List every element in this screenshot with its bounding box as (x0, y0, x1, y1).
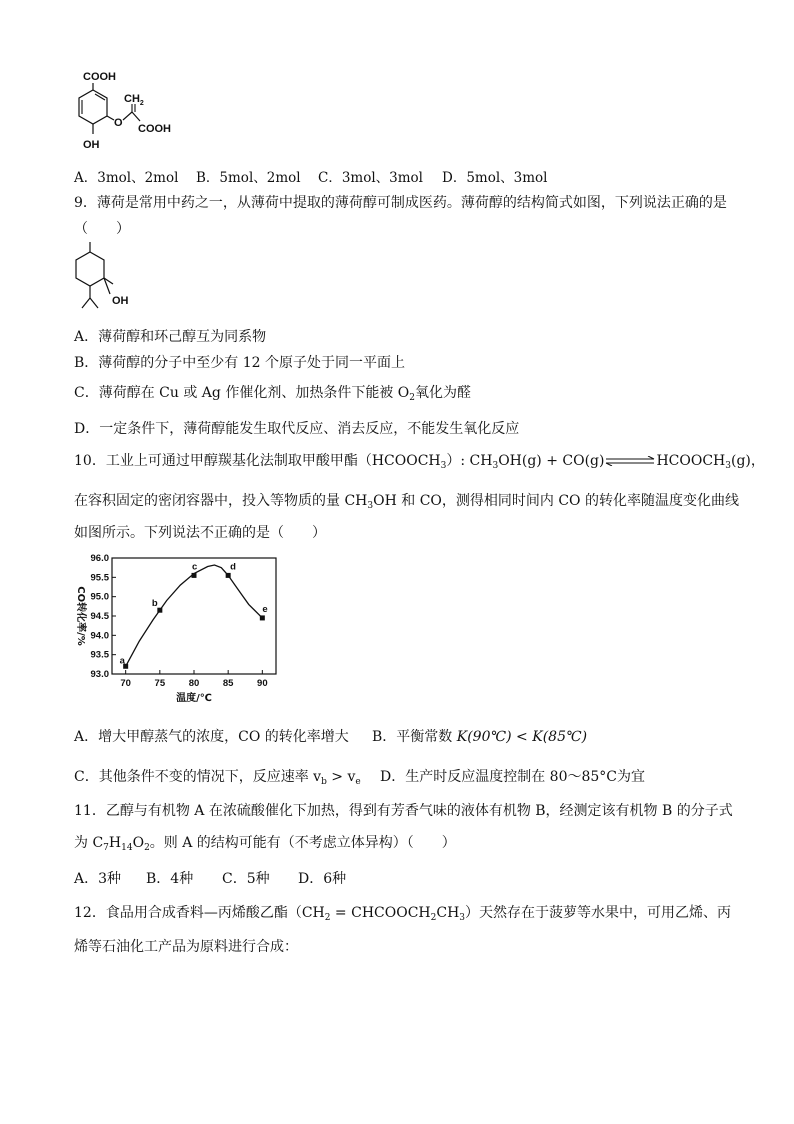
y-tick-label: 93.5 (90, 649, 109, 661)
q10-option-c: C．其他条件不变的情况下，反应速率 $v_b > v_e$ (74, 769, 361, 787)
cooh-right-label: COOH (138, 123, 171, 135)
cooh-top-label: COOH (83, 71, 116, 83)
q9-oh-label: OH (112, 295, 129, 307)
x-tick-label: 85 (222, 678, 234, 689)
q9-paren: （ ） (74, 221, 130, 237)
point-label-b: b (151, 598, 158, 610)
x-axis-title: 温度/℃ (176, 693, 212, 704)
y-tick-label: 96.0 (90, 553, 109, 564)
q12-line2: 烯等石油化工产品为原料进行合成： (74, 939, 298, 955)
q8-structure (60, 64, 190, 156)
x-tick-label: 75 (154, 678, 166, 689)
q8-option-b: B．5mol、2mol (196, 170, 301, 186)
y-tick-label: 93.0 (90, 669, 109, 680)
q11-option-d: D．6种 (298, 871, 347, 887)
data-point-c (192, 573, 197, 578)
q9-option-c: C．薄荷醇在 Cu 或 Ag 作催化剂、加热条件下能被 $O_2$氧化为醛 (74, 385, 471, 403)
q10-option-a: A．增大甲醇蒸气的浓度，CO 的转化率增大 (74, 729, 349, 745)
q9-option-b: B．薄荷醇的分子中至少有 12 个原子处于同一平面上 (74, 355, 406, 371)
q8-option-c: C．3mol、3mol (318, 170, 424, 186)
point-label-d: d (230, 561, 236, 573)
q8-option-d: D．5mol、3mol (442, 170, 548, 186)
point-label-e: e (262, 603, 268, 615)
y-tick-label: 94.0 (90, 630, 109, 642)
data-point-e (260, 615, 265, 620)
y-tick-label: 95.5 (90, 572, 109, 584)
ch2-label: $CH_2$ (124, 93, 144, 107)
q11-line2: 为 $C_7H_{14}O_2$。则 A 的结构可能有（不考虑立体异构）（ ） (74, 835, 456, 853)
q9-structure (66, 238, 156, 318)
x-tick-label: 90 (257, 678, 268, 689)
q9-option-d: D．一定条件下，薄荷醇能发生取代反应、消去反应，不能发生氧化反应 (74, 421, 520, 437)
conversion-curve (126, 565, 263, 666)
q11-option-c: C．5种 (222, 871, 270, 887)
q10-option-d: D．生产时反应温度控制在 80～85°C为宜 (380, 769, 646, 785)
oh-label: OH (83, 139, 100, 151)
q9-stem: 9．薄荷是常用中药之一，从薄荷中提取的薄荷醇可制成医药。薄荷醇的结构简式如图，下列说法正确的是 (74, 195, 727, 211)
q10-line2: 在容积固定的密闭容器中，投入等物质的量 $CH_3OH$ 和 CO，测得相同时间内 CO 的转化率随温度变化曲线 (74, 493, 739, 511)
y-tick-label: 94.5 (90, 611, 109, 622)
y-axis-title: CO转化率/% (75, 586, 86, 646)
point-label-c: c (192, 561, 198, 573)
o-label: O (114, 117, 123, 129)
q9-option-a: A．薄荷醇和环己醇互为同系物 (74, 329, 267, 345)
data-point-d (226, 573, 231, 578)
x-tick-label: 70 (120, 678, 131, 689)
q11-option-a: A．3种 (74, 871, 122, 887)
point-label-a: a (119, 655, 125, 667)
q11-option-b: B．4种 (146, 871, 194, 887)
q10-stem: 10．工业上可通过甲醇羰基化法制取甲酸甲酯$(HCOOCH_3)$: $CH_3OH(g) + CO(g)$ $HCOOCH_3(g)$， (74, 453, 765, 471)
q10-line3: 如图所示。下列说法不正确的是（ ） (74, 525, 326, 541)
data-point-b (157, 608, 162, 613)
co-conversion-chart (68, 552, 290, 710)
x-tick-label: 80 (188, 678, 200, 689)
q12-line1: 12．食品用合成香料—丙烯酸乙酯（$CH_2$ = $CHCOOCH_2CH_3$）天然存在于菠萝等水果中，可用乙烯、丙 (74, 905, 732, 923)
q8-option-a: A．3mol、2mol (74, 170, 179, 186)
equilibrium-arrow-icon (604, 456, 656, 466)
q11-line1: 11．乙醇与有机物 A 在浓硫酸催化下加热，得到有芳香气味的液体有机物 B，经测定该有机物 B 的分子式 (74, 803, 733, 819)
y-tick-label: 95.0 (90, 591, 109, 603)
q10-option-b: B．平衡常数 K(90℃) < K(85℃) (372, 729, 588, 745)
